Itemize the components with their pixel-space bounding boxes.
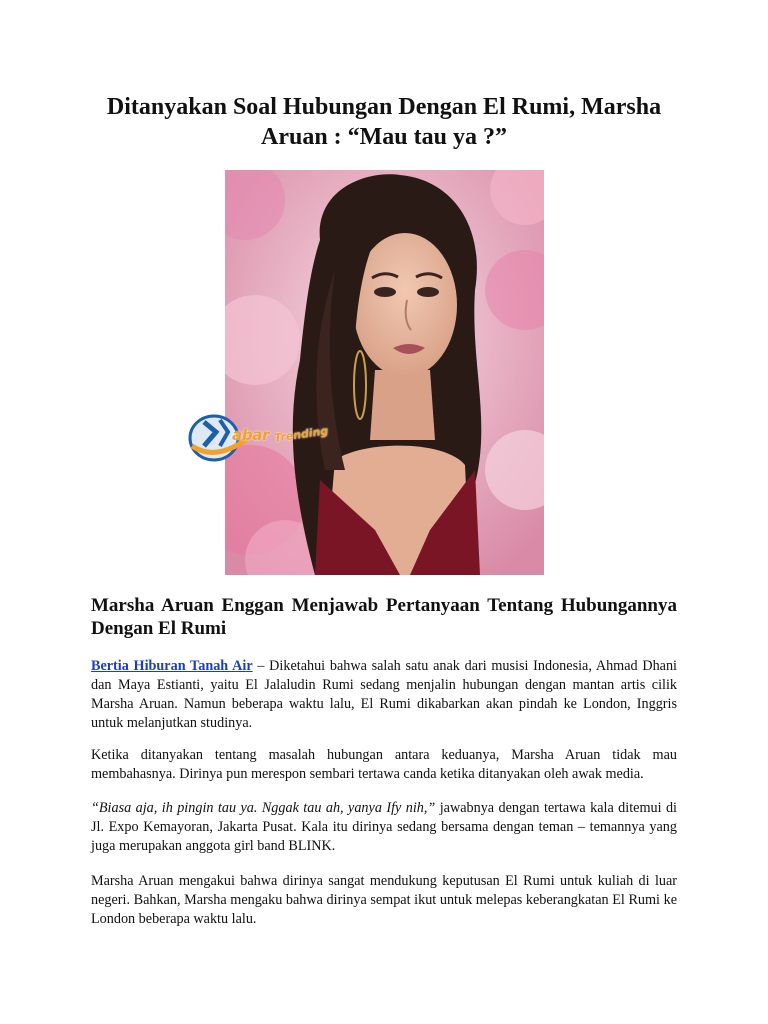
- article-title: Ditanyakan Soal Hubungan Dengan El Rumi, Marsha Aruan : “Mau tau ya ?”: [106, 94, 662, 150]
- paragraph-1: [91, 657, 677, 733]
- watermark-sub: Trending: [273, 424, 330, 445]
- article-photo: [225, 170, 544, 575]
- paragraph-3-text: jawabnya dengan tertawa kala ditemui di Jl. Expo Kemayoran, Jakarta Pusat. Kala itu dirinya sedang bersama dengan teman – temannya yang juga merupakan anggota girl band BLINK.: [91, 800, 677, 854]
- article-subheading: Marsha Aruan Enggan Menjawab Pertanyaan Tentang Hubungannya Dengan El Rumi: [91, 595, 677, 639]
- paragraph-1-text: – Diketahui bahwa salah satu anak dari musisi Indonesia, Ahmad Dhani dan Maya Estianti, yaitu El Jalaludin Rumi sedang menjalin hubungan dengan mantan artis cilik Marsha Aruan. Namun beberapa waktu lalu, El Rumi dikabarkan akan pindah ke London, Inggris untuk melanjutkan studinya.: [91, 658, 677, 731]
- paragraph-4: Marsha Aruan mengakui bahwa dirinya sangat mendukung keputusan El Rumi untuk kuliah di luar negeri. Bahkan, Marsha mengaku bahwa dirinya sempat ikut untuk melepas keberangkatan El Rumi ke London beberapa waktu lalu.: [91, 873, 677, 927]
- paragraph-3: [91, 799, 677, 856]
- quote-text: “Biasa aja, ih pingin tau ya. Nggak tau ah, yanya Ify nih,”: [91, 800, 436, 816]
- category-link[interactable]: Bertia Hiburan Tanah Air: [91, 658, 253, 674]
- watermark-text: abar: [232, 426, 270, 444]
- watermark-logo: [186, 402, 336, 468]
- paragraph-2: Ketika ditanyakan tentang masalah hubungan antara keduanya, Marsha Aruan tidak mau membahasnya. Dirinya pun merespon sembari tertawa canda ketika ditanyakan oleh awak media.: [91, 747, 677, 782]
